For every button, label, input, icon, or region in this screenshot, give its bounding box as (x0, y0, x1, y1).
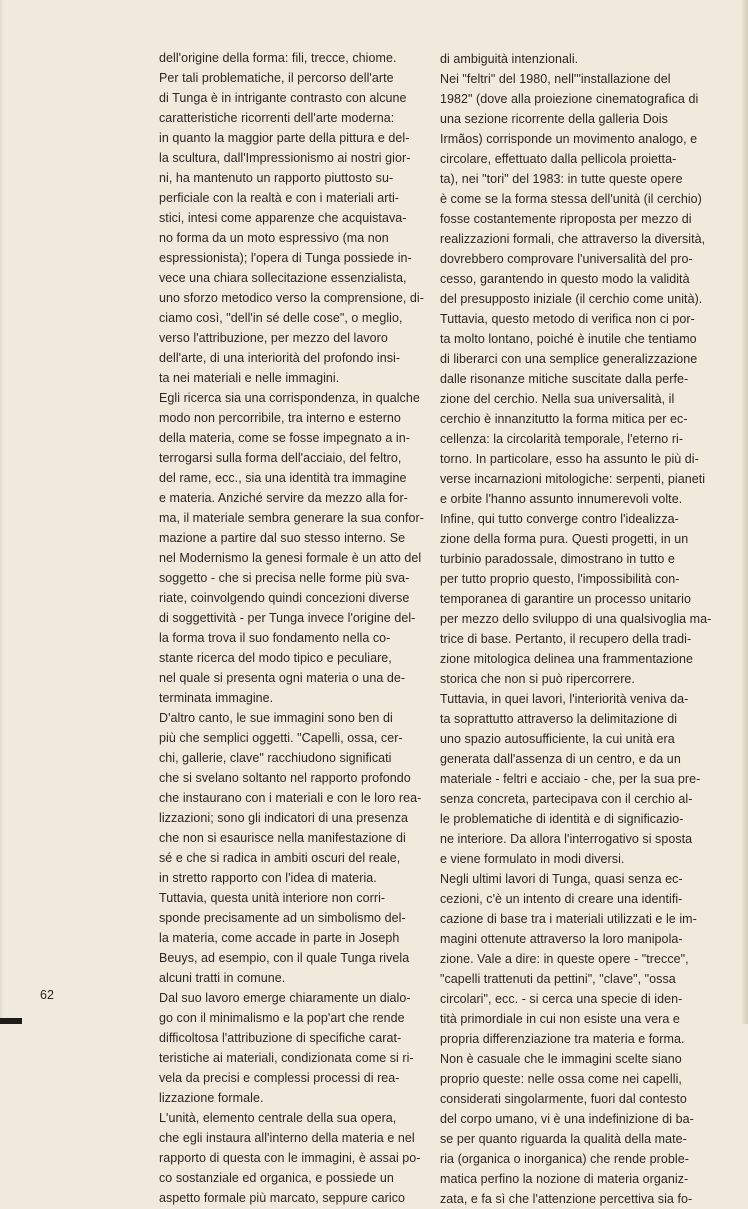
text-line: espressionista); l'opera di Tunga possiede in- (159, 251, 412, 265)
text-line: difficoltosa l'attribuzione di specifiche carat- (159, 1031, 402, 1045)
text-line: dell'origine della forma: fili, trecce, chiome. (159, 51, 397, 65)
text-line: verse incarnazioni mitologiche: serpenti, pianeti (440, 472, 706, 486)
text-line: della materia, come se fosse impegnato a in- (159, 431, 410, 445)
text-line: la scultura, dall'Impressionismo ai nostri gior- (159, 151, 411, 165)
text-line: zata, e fa sì che l'attenzione percettiva sia fo- (440, 1192, 693, 1206)
text-line: no forma da un moto espressivo (ma non (159, 231, 389, 245)
text-line: chi, gallerie, clave" racchiudono significati (159, 751, 392, 765)
text-line: Egli ricerca sia una corrispondenza, in qualche (159, 391, 420, 405)
text-line: propria differenziazione tra materia e forma. (440, 1032, 685, 1046)
text-line: Dal suo lavoro emerge chiaramente un dialo- (159, 991, 411, 1005)
text-line: Beuys, ad esempio, con il quale Tunga rivela (159, 951, 410, 965)
text-line: cezioni, c'è un intento di creare una identifi- (440, 892, 683, 906)
text-line: ria (organica o inorganica) che rende proble- (440, 1152, 689, 1166)
text-line: per tutto proprio questo, l'impossibilità con- (440, 572, 680, 586)
page-left-edge (0, 0, 4, 1024)
text-line: ta nei materiali e nelle immagini. (159, 371, 340, 385)
text-line: dell'arte, di una interiorità del profondo insi- (159, 351, 401, 365)
text-line: se per quanto riguarda la qualità della mate- (440, 1132, 687, 1146)
text-line: magini ottenute attraverso la loro manipola- (440, 932, 683, 946)
text-line: zione. Vale a dire: in queste opere - "trecce", (440, 952, 689, 966)
text-line: temporanea di garantire un processo unitario (440, 592, 691, 606)
text-line: circolare, effettuato dalla pellicola proietta- (440, 152, 677, 166)
text-line: sponde precisamente ad un simbolismo del- (159, 911, 406, 925)
text-line: ne interiore. Da allora l'interrogativo si sposta (440, 832, 693, 846)
text-line: più che semplici oggetti. "Capelli, ossa, cer- (159, 731, 403, 745)
text-line: Tuttavia, questa unità interiore non corri- (159, 891, 386, 905)
text-line: la materia, come accade in parte in Joseph (159, 931, 400, 945)
text-line: in stretto rapporto con l'idea di materia. (159, 871, 377, 885)
text-line: circolari", ecc. - si cerca una specie di iden- (440, 992, 683, 1006)
text-line: e materia. Anziché servire da mezzo alla for- (159, 491, 408, 505)
text-line: che egli instaura all'interno della materia e nel (159, 1131, 415, 1145)
text-line: del rame, ecc., sia una identità tra immagine (159, 471, 407, 485)
text-line: stante ricerca del modo tipico e peculiare, (159, 651, 392, 665)
text-line: Infine, qui tutto converge contro l'idealizza- (440, 512, 679, 526)
text-line: terrogarsi sulla forma dell'acciaio, del feltro, (159, 451, 402, 465)
text-line: vela da precisi e complessi processi di rea- (159, 1071, 400, 1085)
text-line: Nei "feltri" del 1980, nell'"installazione del (440, 72, 671, 86)
text-line: le problematiche di identità e di significazio- (440, 812, 684, 826)
text-line: che si svelano soltanto nel rapporto profondo (159, 771, 411, 785)
text-line: co sostanziale ed organica, e possiede un (159, 1171, 394, 1185)
text-line: D'altro canto, le sue immagini sono ben di (159, 711, 393, 725)
corner-print-mark (0, 1018, 22, 1024)
text-line: di liberarci con una semplice generalizzazione (440, 352, 698, 366)
text-line: che instaurano con i materiali e con le loro rea- (159, 791, 422, 805)
text-line: generata dall'assenza di un centro, e da un (440, 752, 681, 766)
text-line: ni, ha mantenuto un rapporto piuttosto su- (159, 171, 394, 185)
text-line: rapporto di questa con le immagini, è assai po- (159, 1151, 421, 1165)
text-line: cerchio è innanzitutto la forma mitica per ec- (440, 412, 688, 426)
text-line: teristiche ai materiali, condizionata come si ri- (159, 1051, 414, 1065)
text-line: dovrebbero comprovare l'universalità del pro- (440, 252, 693, 266)
text-line: modo non percorribile, tra interno e esterno (159, 411, 401, 425)
text-line: e viene formulato in modi diversi. (440, 852, 625, 866)
text-line: in quanto la maggior parte della pittura e del- (159, 131, 410, 145)
text-line: verso l'attribuzione, per mezzo del lavoro (159, 331, 388, 345)
text-line: senza concreta, partecipava con il cerchio al- (440, 792, 693, 806)
text-line: Non è casuale che le immagini scelte siano (440, 1052, 682, 1066)
text-line: considerati singolarmente, fuori dal contesto (440, 1092, 687, 1106)
text-line: turbinio paradossale, dimostrano in tutto e (440, 552, 675, 566)
page-right-edge (742, 0, 748, 1024)
right-text-column (440, 49, 712, 1209)
text-line: terminata immagine. (159, 691, 274, 705)
text-line: storica che non si può ripercorrere. (440, 672, 635, 686)
text-line: di soggettività - per Tunga invece l'origine del- (159, 611, 416, 625)
text-line: go con il minimalismo e la pop'art che rende (159, 1011, 405, 1025)
text-line: Tuttavia, questo metodo di verifica non ci por- (440, 312, 695, 326)
text-line: vece una chiara sollecitazione essenzialista, (159, 271, 407, 285)
text-line: cesso, garantendo in questo modo la validità (440, 272, 690, 286)
text-line: di ambiguità intenzionali. (440, 52, 579, 66)
text-line: torno. In particolare, esso ha assunto le più di- (440, 452, 699, 466)
text-line: trice di base. Pertanto, il recupero della tradi- (440, 632, 692, 646)
text-line: "capelli trattenuti da pettini", "clave", "ossa (440, 972, 676, 986)
text-line: nel Modernismo la genesi formale è un atto del (159, 551, 422, 565)
text-line: ta soprattutto attraverso la delimitazione di (440, 712, 678, 726)
text-line: del corpo umano, vi è una indefinizione di ba- (440, 1112, 694, 1126)
text-line: ma, il materiale sembra generare la sua confor- (159, 511, 424, 525)
text-line: ta), nei "tori" del 1983: in tutte queste opere (440, 172, 683, 186)
text-line: Per tali problematiche, il percorso dell'arte (159, 71, 394, 85)
text-line: cellenza: la circolarità temporale, l'eterno ri- (440, 432, 684, 446)
text-line: una sezione ricorrente della galleria Dois (440, 112, 668, 126)
text-line: zione del cerchio. Nella sua universalità, il (440, 392, 675, 406)
text-line: nel quale si presenta ogni materia o una de- (159, 671, 406, 685)
text-line: cazione di base tra i materiali utilizzati e le im- (440, 912, 697, 926)
text-line: materiale - feltri e acciaio - che, per la sua pre- (440, 772, 701, 786)
text-line: matica perfino la nozione di materia organiz- (440, 1172, 689, 1186)
text-line: lizzazioni; sono gli indicatori di una presenza (159, 811, 409, 825)
page-number: 62 (40, 988, 54, 1002)
text-line: mazione a partire dal suo stesso interno. Se (159, 531, 406, 545)
text-line: 1982" (dove alla proiezione cinematografica di (440, 92, 699, 106)
text-line: del presupposto iniziale (il cerchio come unità). (440, 292, 703, 306)
text-line: zione mitologica delinea una frammentazione (440, 652, 693, 666)
text-line: e orbite l'hanno assunto innumerevoli volte. (440, 492, 683, 506)
text-line: sé e che si radica in ambiti oscuri del reale, (159, 851, 401, 865)
text-line: soggetto - che si precisa nelle forme più sva- (159, 571, 410, 585)
text-line: lizzazione formale. (159, 1091, 264, 1105)
text-line: la forma trova il suo fondamento nella co- (159, 631, 391, 645)
text-line: ciamo così, "dell'in sé delle cose", o meglio, (159, 311, 403, 325)
text-line: perficiale con la realtà e con i materiali arti- (159, 191, 400, 205)
text-line: proprio queste: nelle ossa come nei capelli, (440, 1072, 682, 1086)
text-line: Irmãos) corrisponde un movimento analogo, e (440, 132, 698, 146)
text-line: uno spazio autosufficiente, la cui unità era (440, 732, 675, 746)
text-line: che non si esaurisce nella manifestazione di (159, 831, 406, 845)
text-line: riate, coinvolgendo quindi concezioni diverse (159, 591, 410, 605)
text-line: uno sforzo metodico verso la comprensione, di- (159, 291, 424, 305)
text-line: tità primordiale in cui non esiste una vera e (440, 1012, 680, 1026)
text-line: Negli ultimi lavori di Tunga, quasi senza ec- (440, 872, 683, 886)
left-text-column (159, 48, 427, 1208)
text-line: zione della forma pura. Questi progetti, in un (440, 532, 689, 546)
text-line: caratteristiche ricorrenti dell'arte moderna: (159, 111, 395, 125)
text-line: di Tunga è in intrigante contrasto con alcune (159, 91, 407, 105)
text-line: ta molto lontano, poiché è inutile che tentiamo (440, 332, 697, 346)
text-line: per mezzo dello sviluppo di una qualsivoglia ma- (440, 612, 712, 626)
text-line: fosse costantemente riproposta per mezzo di (440, 212, 692, 226)
text-line: aspetto formale più marcato, seppure carico (159, 1191, 406, 1205)
text-line: dalle risonanze mitiche suscitate dalla perfe- (440, 372, 689, 386)
text-line: stici, intesi come apparenze che acquistava- (159, 211, 407, 225)
text-line: Tuttavia, in quei lavori, l'interiorità veniva da- (440, 692, 689, 706)
text-line: L'unità, elemento centrale della sua opera, (159, 1111, 397, 1125)
text-line: è come se la forma stessa dell'unità (il cerchio) (440, 192, 702, 206)
text-line: alcuni tratti in comune. (159, 971, 286, 985)
text-line: realizzazioni formali, che attraverso la diversità, (440, 232, 706, 246)
